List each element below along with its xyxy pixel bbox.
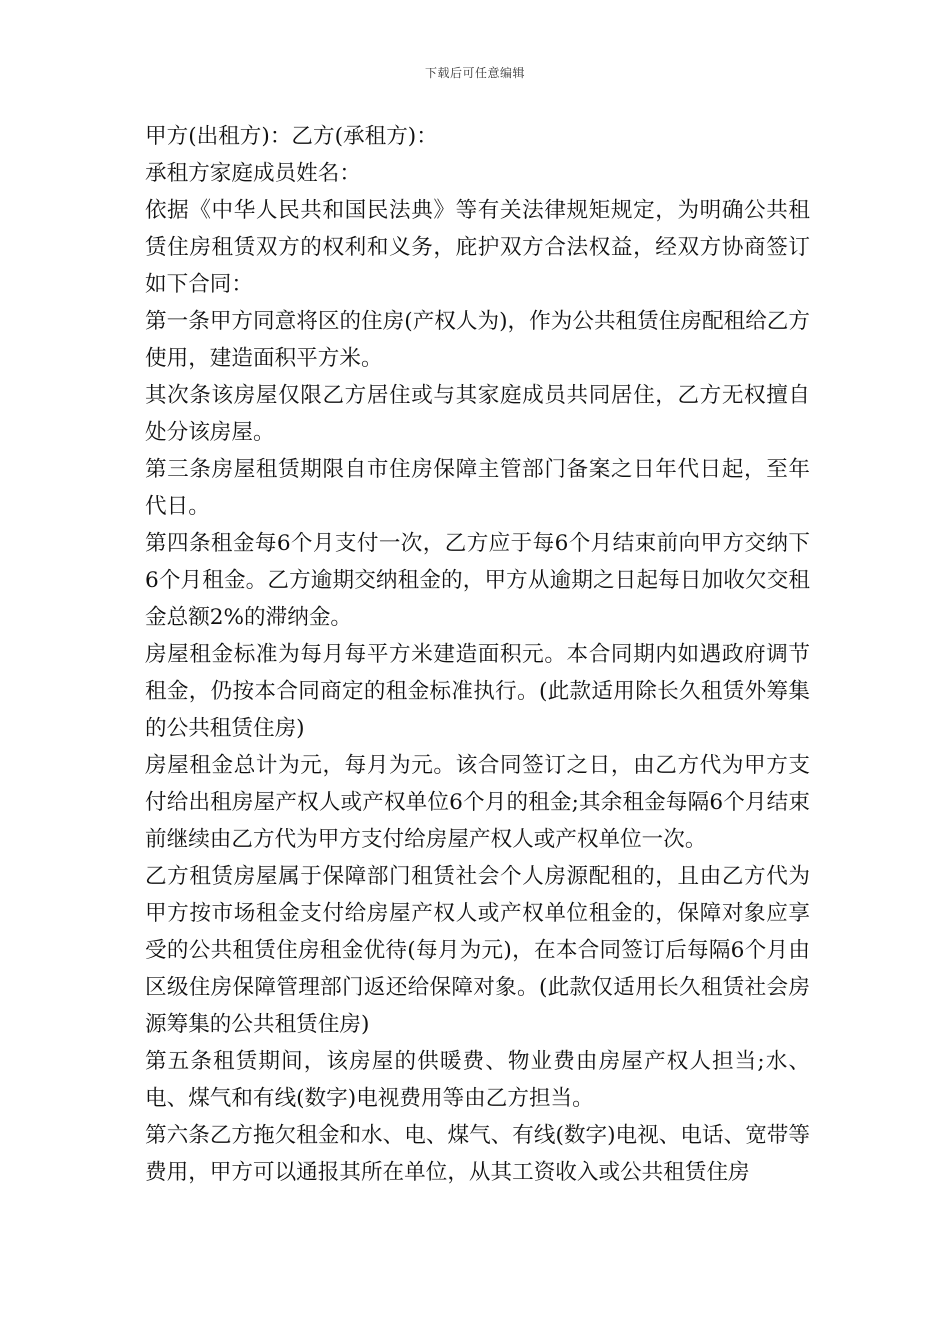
paragraph-rent-subsidy: 乙方租赁房屋属于保障部门租赁社会个人房源配租的，且由乙方代为甲方按市场租金支付给房屋产权人或产权单位租金的，保障对象应享受的公共租赁住房租金优待(每月为元)，在本合同签订后每隔6个月由区级住房保障管理部门返还给保障对象。(此款仅适用长久租赁社会房源筹集的公共租赁住房)	[145, 864, 810, 1037]
paragraph-article-3: 第三条房屋租赁期限自市住房保障主管部门备案之日年代日起，至年代日。	[145, 457, 810, 519]
header-note: 下载后可任意编辑	[424, 66, 525, 80]
paragraph-rent-standard: 房屋租金标准为每月每平方米建造面积元。本合同期内如遇政府调节租金，仍按本合同商定的租金标准执行。(此款适用除长久租赁外筹集的公共租赁住房)	[145, 642, 810, 741]
paragraph-parties: 甲方(出租方)：乙方(承租方)：	[145, 124, 438, 149]
paragraph-article-2: 其次条该房屋仅限乙方居住或与其家庭成员共同居住，乙方无权擅自处分该房屋。	[145, 383, 810, 445]
paragraph-article-6: 第六条乙方拖欠租金和水、电、煤气、有线(数字)电视、电话、宽带等费用，甲方可以通报其所在单位，从其工资收入或公共租赁住房	[145, 1123, 810, 1185]
paragraph-preamble: 依据《中华人民共和国民法典》等有关法律规矩规定，为明确公共租赁住房租赁双方的权利和义务，庇护双方合法权益，经双方协商签订如下合同：	[145, 198, 810, 297]
paragraph-article-4: 第四条租金每6个月支付一次，乙方应于每6个月结束前向甲方交纳下6个月租金。乙方逾期交纳租金的，甲方从逾期之日起每日加收欠交租金总额2%的滞纳金。	[145, 531, 810, 630]
paragraph-family-members: 承租方家庭成员姓名：	[145, 161, 361, 186]
paragraph-article-5: 第五条租赁期间，该房屋的供暖费、物业费由房屋产权人担当;水、电、煤气和有线(数字)电视费用等由乙方担当。	[145, 1049, 810, 1111]
paragraph-article-1: 第一条甲方同意将区的住房(产权人为)，作为公共租赁住房配租给乙方使用，建造面积平方米。	[145, 309, 810, 371]
contract-body	[145, 118, 810, 1191]
paragraph-rent-total: 房屋租金总计为元，每月为元。该合同签订之日，由乙方代为甲方支付给出租房屋产权人或产权单位6个月的租金;其余租金每隔6个月结束前继续由乙方代为甲方支付给房屋产权人或产权单位一次。	[145, 753, 810, 852]
